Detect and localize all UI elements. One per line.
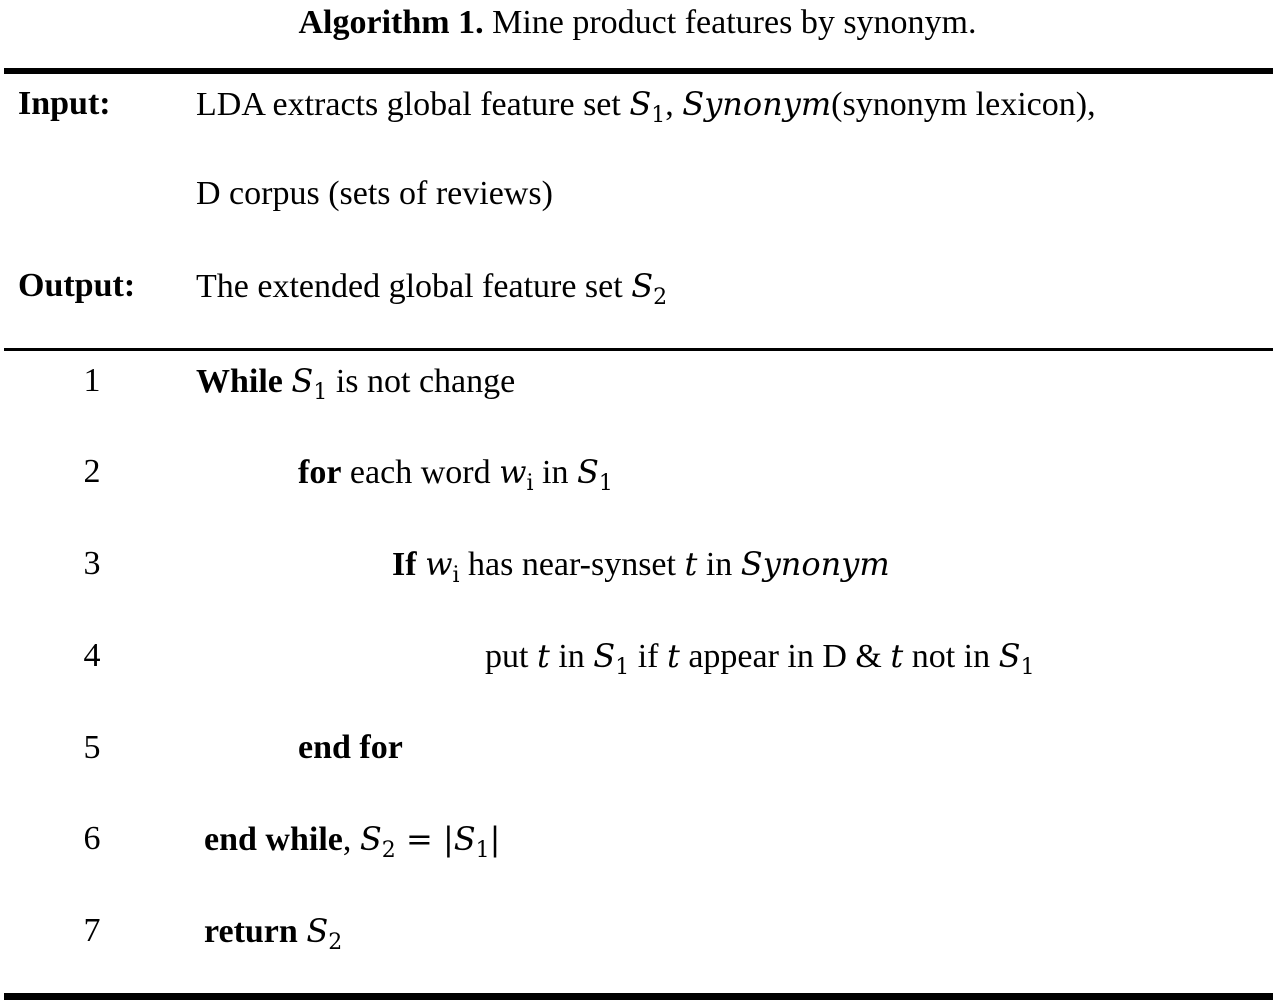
line-number: 1 <box>83 362 101 399</box>
math-s2: $S_2$ <box>631 267 668 310</box>
algorithm-line <box>0 901 1275 961</box>
line-code: end for <box>298 729 403 766</box>
algorithm-line <box>0 626 1275 686</box>
algorithm-line <box>0 718 1275 778</box>
output-text: The extended global feature set $S_2$ <box>196 267 668 310</box>
line-number: 3 <box>83 545 101 582</box>
math-s1: $S_1$ <box>629 85 666 128</box>
input-label: Input: <box>18 85 111 122</box>
math-synonym: Synonym <box>682 85 832 123</box>
line-code: for each word $w_i$ in $S_1$ <box>298 453 613 496</box>
algorithm-caption <box>0 0 1275 46</box>
caption-label: Algorithm 1. <box>298 4 484 41</box>
bottom-rule <box>4 993 1273 1000</box>
line-code: If $w_i$ has near-synset t in Synonym <box>392 545 890 588</box>
line-code: put t in $S_1$ if t appear in D & t not in $S_1$ <box>485 637 1035 680</box>
algorithm-line <box>0 351 1275 411</box>
line-code: return $S_2$ <box>204 912 343 955</box>
input-row <box>0 74 1275 134</box>
line-number: 6 <box>83 820 101 857</box>
caption-text: Mine product features by synonym. <box>483 4 977 41</box>
line-number: 4 <box>83 637 101 674</box>
input-text-line1: LDA extracts global feature set $S_1$, Synonym(synonym lexicon), <box>196 85 1096 128</box>
input-text-line2: D corpus (sets of reviews) <box>196 175 553 212</box>
output-label: Output: <box>18 267 136 304</box>
line-number: 2 <box>83 453 101 490</box>
output-row <box>0 256 1275 316</box>
line-code: While $S_1$ is not change <box>196 362 516 405</box>
algorithm-line <box>0 809 1275 869</box>
algorithm-line <box>0 442 1275 502</box>
line-code: end while, $S_2 = |S_1|$ <box>204 820 501 863</box>
input-row-continued <box>0 164 1275 224</box>
line-number: 7 <box>83 912 101 949</box>
line-number: 5 <box>83 729 101 766</box>
algorithm-line <box>0 534 1275 594</box>
